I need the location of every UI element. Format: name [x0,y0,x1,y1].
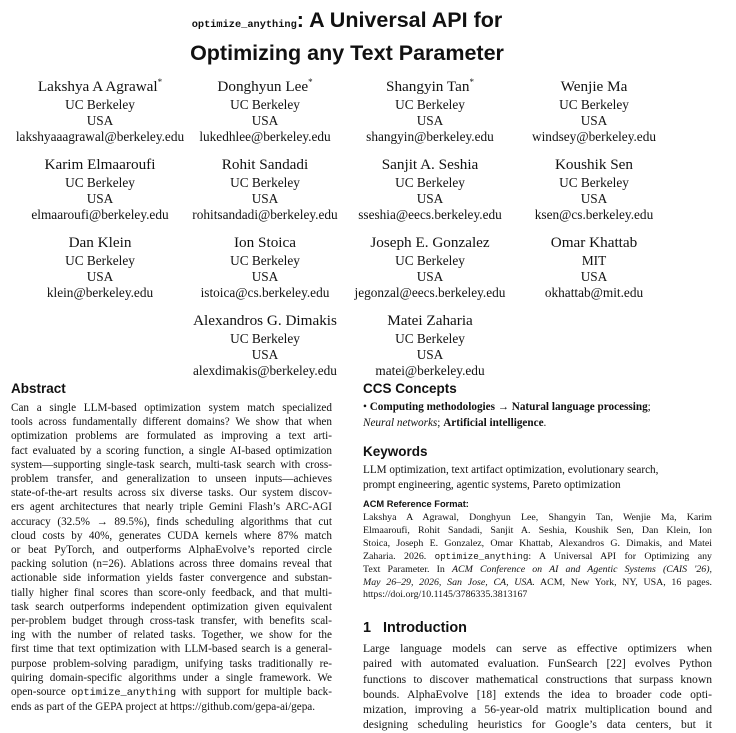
section-title: Introduction [383,620,467,636]
abstract-line: accuracy (32.5% → 89.5%), finds scheduling algorithms that cut [11,515,332,528]
author-country: USA [416,113,444,129]
ccs-sep: ; [647,401,651,413]
author-card [330,306,530,379]
intro-line: paired with automated evaluation. FunSearch [22] evolves Python [363,657,712,671]
equal-contrib-mark: * [157,77,163,87]
acm-ref-doi[interactable]: https://doi.org/10.1145/3786335.3813167 [363,589,528,601]
author-email[interactable]: alexdimakis@berkeley.edu [193,363,337,379]
abstract-line: or beat PyTorch, and outperforms AlphaEvolve’s reported circle [11,544,332,557]
intro-line: mization, improving a 56-year-old matrix multiplication bound and [363,703,712,717]
ccs-item-ai: Artificial intelligence [443,417,544,429]
author-name: Matei Zaharia [387,312,473,330]
author-name: Koushik Sen [554,156,634,174]
abstract-line: ing with the number of related tasks. Together, we show for the [11,629,332,642]
author-email[interactable]: lukedhlee@berkeley.edu [199,129,331,145]
author-name: Karim Elmaaroufi [44,156,156,174]
equal-contrib-mark: * [308,77,313,87]
author-affiliation: UC Berkeley [395,97,465,113]
author-email[interactable]: shangyin@berkeley.edu [366,129,494,145]
intro-heading [363,620,467,636]
author-email[interactable]: lakshyaaagrawal@berkeley.edu [15,129,185,145]
ccs-end: . [543,417,547,429]
author-country: USA [416,347,444,363]
author-country: USA [86,269,114,285]
ccs-body [363,399,723,431]
intro-body [363,641,712,733]
abstract-line: actionable side information yields faster convergence and substan- [11,572,332,585]
author-country: USA [86,191,114,207]
author-name: Sanjit A. Seshia [381,156,479,174]
author-country: USA [580,191,608,207]
ccs-item-computing: Computing methodologies [369,401,495,413]
author-affiliation: UC Berkeley [230,97,300,113]
author-email[interactable]: elmaaroufi@berkeley.edu [31,207,169,223]
abstract-line: system—supporting single-task search, multi-task search with cross- [11,458,332,471]
title-line2: Optimizing any Text Parameter [190,41,504,65]
author-country: USA [416,269,444,285]
acm-ref-text: : A Universal API for Optimizing any [528,550,712,562]
acm-ref-label: ACM Reference Format: [363,499,469,509]
author-card [494,150,694,223]
acm-ref-line [363,551,712,564]
author-country: USA [416,191,444,207]
author-name: Joseph E. Gonzalez [370,234,490,252]
abstract-line: packing solution (n=26). Ablations across three domains reveal that [11,558,332,571]
author-affiliation: UC Berkeley [65,253,135,269]
author-affiliation: UC Berkeley [230,331,300,347]
author-affiliation: UC Berkeley [559,175,629,191]
author-affiliation: UC Berkeley [395,331,465,347]
abstract-line: task search outperforms independent optimization given equivalent [11,600,332,613]
author-affiliation: UC Berkeley [395,175,465,191]
acm-ref-venue: May 26–29, 2026, San Jose, CA, USA. [363,576,535,588]
acm-ref-line: Elmaaroufi, Rohit Sandadi, Sanjit A. Seshia, Koushik Sen, Dan Klein, Ion [363,524,712,536]
author-email[interactable]: jegonzal@eecs.berkeley.edu [354,285,506,301]
author-affiliation: UC Berkeley [559,97,629,113]
author-name: Donghyun Lee* [217,77,313,96]
abstract-line: open-source optimize_anything with support for multiple back- [11,686,333,700]
author-country: USA [251,269,279,285]
keywords-body [363,463,723,494]
author-affiliation: UC Berkeley [230,253,300,269]
acm-ref-text: ACM, New York, NY, USA, 16 pages. [534,576,712,588]
author-name: Alexandros G. Dimakis [193,312,337,330]
author-name: Rohit Sandadi [221,156,309,174]
abstract-line: first time that text optimization with LLM-based search is a general- [11,643,332,656]
abstract-line: optimization problems are formulated as improving a text arti- [11,430,332,443]
abstract-line: ends as part of the GEPA project at https://github.com/gepa-ai/gepa. [11,701,316,714]
author-name: Shangyin Tan* [386,77,474,96]
acm-ref-line: Lakshya A Agrawal, Donghyun Lee, Shangyin Tan, Wenjie Ma, Karim [363,512,712,523]
abstract-body [11,401,332,714]
author-country: USA [251,347,279,363]
title-line1: : A Universal API for [296,8,503,32]
acm-ref-line [363,564,712,577]
abstract-line: cloud costs by 40%, generates CUDA kernels where 87% match [11,529,332,542]
intro-line: designing scheduling heuristics for Google’s data centers, but it [363,718,712,732]
author-name: Dan Klein [68,234,132,252]
author-affiliation: UC Berkeley [395,253,465,269]
abstract-line: ers agent architectures that nearly triple Gemini Flash’s ARC-AGI [11,501,332,514]
abstract-line: quiring domain-specific algorithms under a single framework. We [11,671,332,684]
abstract-heading: Abstract [11,381,66,396]
acm-ref-mono: optimize_anything [434,550,529,562]
author-card [494,72,694,145]
author-affiliation: UC Berkeley [230,175,300,191]
author-email[interactable]: okhattab@mit.edu [544,285,644,301]
title-mono: optimize_anything [191,19,297,31]
author-name: Omar Khattab [550,234,638,252]
abstract-line: fact evaluated by a scoring function, a single AI-based optimization [11,444,332,457]
intro-line: Large language models can serve as effective optimizers when [363,642,712,655]
abstract-line: state-of-the-art results across six diverse tasks. Our system discov- [11,487,332,500]
ccs-item-neural: Neural networks [363,417,438,429]
abstract-line: Can a single LLM-based optimization system match specialized [11,402,332,414]
abstract-line: per-problem budget through cross-task transfer, with benefits scal- [11,615,332,628]
acm-ref-line [363,577,712,590]
intro-line: bounds. AlphaEvolve [18] extends the idea to broader code opti- [363,687,712,701]
keywords-line: prompt engineering, agentic systems, Pareto optimization [363,479,621,492]
acm-ref-text: Text Parameter. In [363,563,452,575]
abstract-line: tools across fundamentally different domains? We show that when [11,416,332,429]
author-name: Wenjie Ma [560,78,628,96]
acm-ref-venue: ACM Conference on AI and Agentic Systems (CAIS '26), [451,563,712,575]
author-email[interactable]: klein@berkeley.edu [46,285,154,301]
author-email[interactable]: matei@berkeley.edu [375,363,485,379]
author-card [494,228,694,301]
author-email[interactable]: sseshia@eecs.berkeley.edu [358,207,502,223]
author-email[interactable]: rohitsandadi@berkeley.edu [192,207,338,223]
section-number: 1 [363,620,372,636]
author-name: Ion Stoica [233,234,296,252]
ccs-sep: ; [437,417,441,429]
author-country: USA [86,113,114,129]
keywords-heading: Keywords [363,444,428,459]
abstract-line: purpose problem-solving paradigm, unifying tasks traditionally re- [11,657,332,670]
author-email[interactable]: windsey@berkeley.edu [532,129,656,145]
equal-contrib-mark: * [469,77,474,87]
author-country: USA [251,191,279,207]
acm-ref-line: Stoica, Joseph E. Gonzalez, Omar Khattab, Alexandros G. Dimakis, and Matei [363,537,712,549]
acm-ref-body [363,512,712,602]
ccs-arrow: → [497,401,509,413]
abstract-line: tially higher final scores than score-only feedback, and that multi- [11,586,332,599]
author-country: USA [251,113,279,129]
author-affiliation: UC Berkeley [65,97,135,113]
author-email[interactable]: istoica@cs.berkeley.edu [200,285,330,301]
author-name: Lakshya A Agrawal* [37,77,163,96]
author-country: USA [580,113,608,129]
author-country: USA [580,269,608,285]
ccs-item-nlp: Natural language processing [511,401,648,413]
abstract-line: problem transfer, and generalization to unseen inputs—achieves [11,473,332,486]
keywords-line: LLM optimization, text artifact optimization, evolutionary search, [363,464,659,476]
paper-title [0,6,694,67]
author-email[interactable]: ksen@cs.berkeley.edu [534,207,654,223]
author-affiliation: MIT [581,253,607,269]
ccs-bullet: • [363,401,367,413]
acm-ref-text: Zaharia. 2026. [363,550,435,562]
ccs-heading: CCS Concepts [363,381,457,396]
author-affiliation: UC Berkeley [65,175,135,191]
intro-line: functions to discover mathematical constructions that surpass known [363,672,712,686]
